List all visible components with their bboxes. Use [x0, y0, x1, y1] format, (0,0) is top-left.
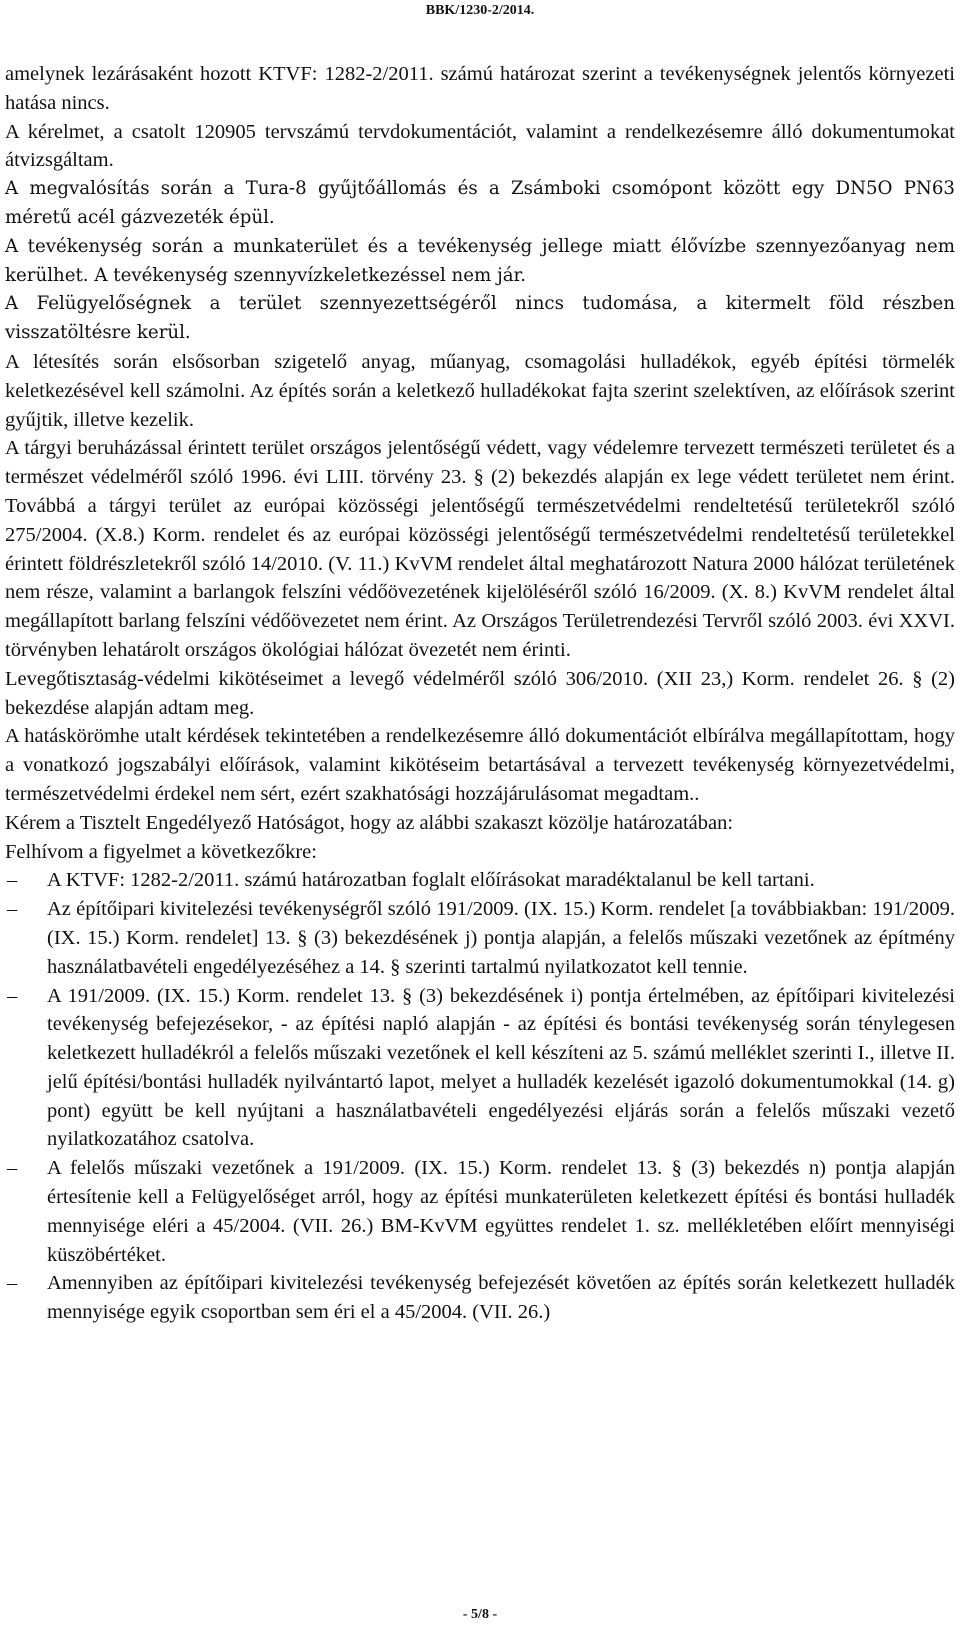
- list-item: [5, 1269, 955, 1327]
- list-item-text: A KTVF: 1282-2/2011. számú határozatban foglalt előírásokat maradéktalanul be kell tartani.: [47, 869, 815, 892]
- paragraph-air-quality: Levegőtisztaság-védelmi kikötéseimet a levegő védelméről szóló 306/2010. (XII 23,) Korm. rendelet 26. § (2) bekezdése alapján adtam meg.: [5, 667, 955, 719]
- document-body: [5, 60, 955, 1327]
- dash-bullet-icon: –: [7, 898, 18, 921]
- paragraph-nature-protection: A tárgyi beruházással érintett terület országos jelentőségű védett, vagy védelemre tervezett természeti területet és a természet védelméről szóló 1996. évi LIII. törvény 23. § (2) bekezdés alapján ex lege védett területet nem érint. Továbbá a tárgyi terület az európai közösségi jelentőségű természetvédelmi rendeltetésű területekről szóló 275/2004. (X.8.) Korm. rendelet és az európai közösségi jelentőségű természetvédelmi rendeltetésű területekkel érintett földrészletekről szóló 14/2010. (V. 11.) KvVM rendelet által meghatározott Natura 2000 hálózat területének nem része, valamint a barlangok felszíni védőövezetének kijelöléséről szóló 16/2009. (X. 8.) KvVM rendelet által megállapított barlang felszíni védőövezetet nem érint. Az Országos Területrendezési Tervről szóló 2003. évi XXVI. törvényben lehatárolt országos ökológiai hálózat övezetét nem érinti.: [5, 437, 955, 661]
- paragraph-request: Kérem a Tisztelt Engedélyező Hatóságot, hogy az alábbi szakaszt közölje határozatában:: [5, 811, 734, 834]
- dash-bullet-icon: –: [7, 1272, 18, 1295]
- list-item: [5, 1154, 955, 1269]
- paragraph-documents-reviewed: A kérelmet, a csatolt 120905 tervszámú tervdokumentációt, valamint a rendelkezésemre álló dokumentumokat átvizsgáltam.: [5, 120, 955, 172]
- list-item-text: Az építőipari kivitelezési tevékenységről szóló 191/2009. (IX. 15.) Korm. rendelet [a továbbiakban: 191/2009. (IX. 15.) Korm. rendelet] 13. § (3) bekezdésének j) pontja alapján, a felelős műszaki vezetőnek az építmény használatbavételi engedélyezéséhez a 14. § szerinti tartalmú nyilatkozatot kell tennie.: [47, 898, 955, 978]
- dash-bullet-icon: –: [7, 869, 18, 892]
- paragraph-prior-decision: amelynek lezárásaként hozott KTVF: 1282-2/2011. számú határozat szerint a tevékenységnek jelentős környezeti hatása nincs.: [5, 63, 955, 114]
- paragraph-water-protection: A tevékenység során a munkaterület és a tevékenység jellege miatt élővízbe szennyezőanyag nem kerülhet. A tevékenység szennyvízkeletkezéssel nem jár.: [5, 235, 955, 286]
- paragraph-authority-conclusion: A hatáskörömhe utalt kérdések tekintetében a rendelkezésemre álló dokumentációt elbírálva megállapítottam, hogy a vonatkozó jogszabályi előírások, valamint kikötéseim betartásával a tervezett tevékenység környezetvédelmi, természetvédelmi érdekel nem sért, ezért szakhatósági hozzájárulásomat megadtam..: [5, 725, 955, 805]
- paragraph-soil-contamination: A Felügyelőségnek a terület szennyezettségéről nincs tudomása, a kitermelt föld részben visszatöltésre kerül.: [5, 293, 955, 344]
- page-number-footer: - 5/8 -: [462, 1607, 498, 1622]
- list-item: [5, 982, 955, 1155]
- list-item-text: A felelős műszaki vezetőnek a 191/2009. (IX. 15.) Korm. rendelet 13. § (3) bekezdés n) pontja alapján értesítenie kell a Felügyelőséget arról, hogy az építési munkaterületen keletkezett építési és bontási hulladék mennyisége eléri a 45/2004. (VII. 26.) BM-KvVM együttes rendelet 1. sz. mellékletében előírt mennyiségi küszöbértéket.: [47, 1157, 955, 1266]
- paragraph-attention: Felhívom a figyelmet a következőkre:: [5, 840, 317, 863]
- list-item-text: Amennyiben az építőipari kivitelezési tevékenység befejezését követően az építés során keletkezett hulladék mennyisége egyik csoportban sem éri el a 45/2004. (VII. 26.): [47, 1272, 955, 1324]
- list-item-text: A 191/2009. (IX. 15.) Korm. rendelet 13. § (3) bekezdésének i) pontja értelmében, az építőipari kivitelezési tevékenység befejezésekor, - az építési napló alapján - az építési és bontási tevékenység során ténylegesen keletkezett hulladékról a felelős műszaki vezetőnek el kell készíteni az 5. számú melléklet szerinti I., illetve II. jelű építési/bontási hulladék nyilvántartó lapot, melyet a hulladék kezelését igazoló dokumentumokkal (14. g) pont) együtt be kell nyújtani a használatbavételi engedélyezési eljárás során a felelős műszaki vezető nyilatkozatához csatolva.: [47, 984, 955, 1151]
- list-item: [5, 866, 955, 895]
- dash-bullet-icon: –: [7, 1157, 18, 1180]
- paragraph-waste-management: A létesítés során elsősorban szigetelő anyag, műanyag, csomagolási hulladékok, egyéb építési törmelék keletkezésével kell számolni. Az építés során a keletkező hulladékokat fajta szerint szelektíven, az előírások szerint gyűjtik, illetve kezelik.: [5, 350, 955, 431]
- dash-bullet-icon: –: [7, 984, 18, 1007]
- requirements-list: [5, 866, 955, 1327]
- list-item: [5, 895, 955, 981]
- paragraph-pipeline-description: A megvalósítás során a Tura-8 gyűjtőállomás és a Zsámboki csomópont között egy DN5O PN63 méretű acél gázvezeték épül.: [5, 178, 955, 228]
- document-number-header: BBK/1230-2/2014.: [425, 3, 535, 18]
